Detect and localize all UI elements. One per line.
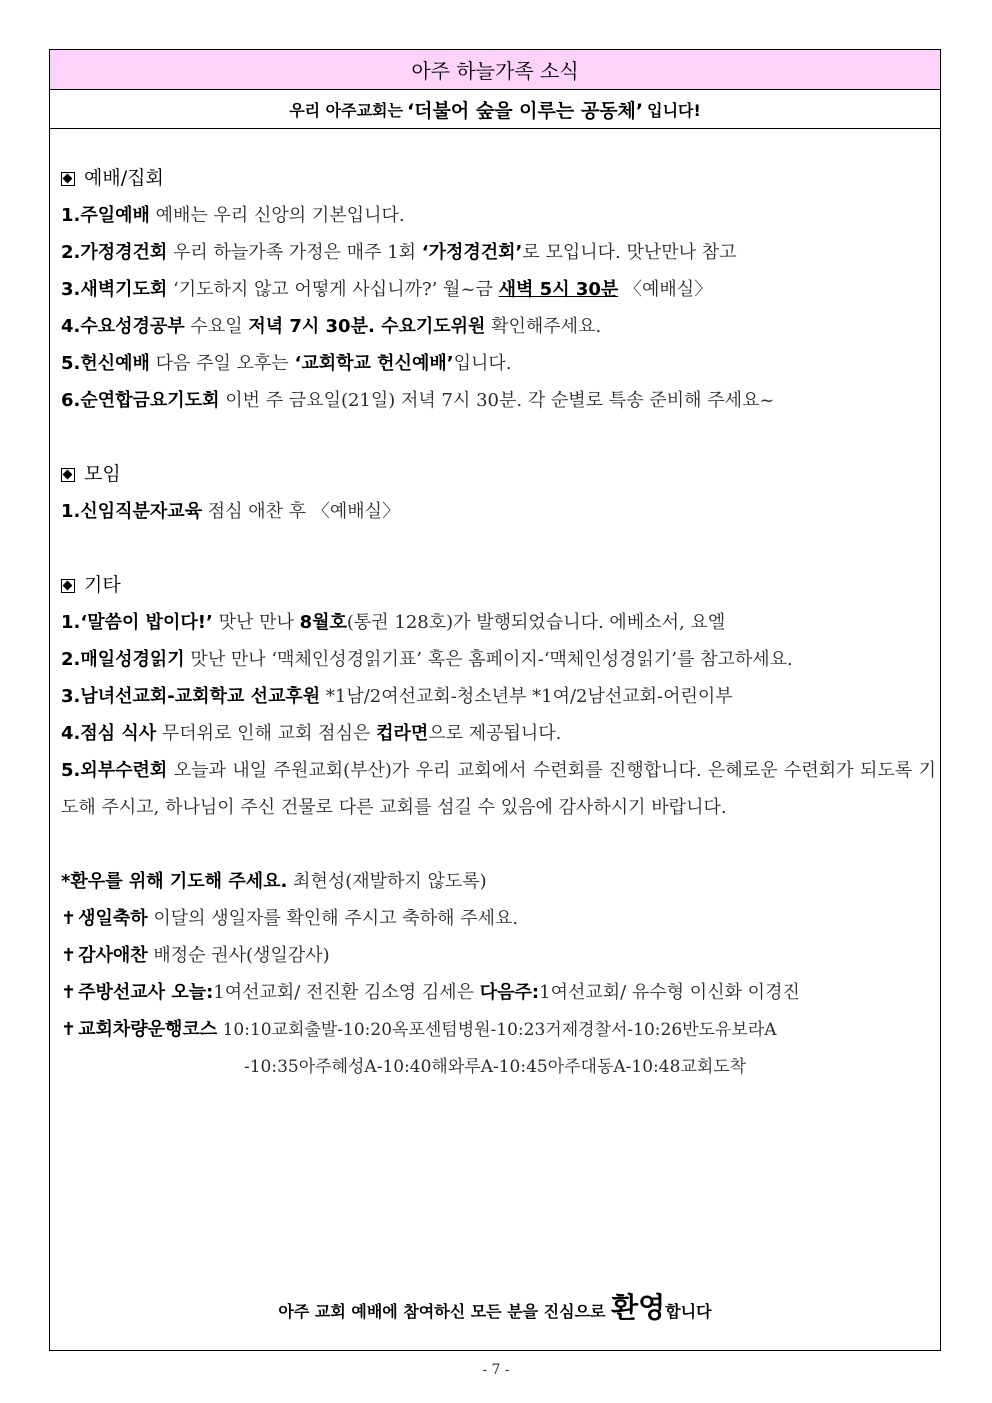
square-bullet-icon	[61, 579, 75, 593]
item-label: 생일축하	[78, 908, 148, 929]
item-emphasis: 8월호	[299, 612, 347, 633]
section-etc-heading	[61, 567, 938, 604]
item-emphasis: 컵라면	[376, 723, 429, 744]
worship-item-2	[61, 234, 938, 271]
slogan	[50, 90, 940, 129]
item-text: 이달의 생일자를 확인해 주시고 축하해 주세요.	[147, 908, 519, 929]
welcome-post: 합니다	[665, 1302, 712, 1321]
etc-item-2	[61, 641, 938, 678]
item-text: (통권 128호)가 발행되었습니다. 에베소서, 요엘	[346, 612, 726, 633]
item-text: 이번 주 금요일(21일) 저녁 7시 30분. 각 순별로 특송 준비해 주세요~	[219, 390, 775, 411]
section-worship-heading	[61, 160, 938, 197]
spacer	[61, 826, 938, 863]
item-emphasis: ‘가정경건회’	[421, 242, 523, 263]
spacer	[61, 419, 938, 456]
cross-icon: ✝	[61, 945, 77, 966]
etc-item-1	[61, 604, 938, 641]
item-label: 2.매일성경읽기	[61, 649, 185, 670]
item-label: 3.새벽기도회	[61, 279, 168, 300]
page-title: 아주 하늘가족 소식	[50, 50, 940, 90]
welcome-pre: 아주 교회 예배에 참여하신 모든 분을 진심으로	[278, 1302, 612, 1321]
item-emphasis: 오늘:	[165, 982, 214, 1003]
item-emphasis: 새벽 5시 30분	[498, 279, 619, 300]
notice-birthday	[61, 900, 938, 937]
cross-icon: ✝	[61, 1019, 77, 1040]
item-label: 3.남녀선교회-교회학교 선교후원	[61, 686, 321, 707]
slogan-emphasis: ‘더불어 숲을 이루는 공동체’	[406, 99, 644, 122]
square-bullet-icon	[61, 172, 75, 186]
notice-kitchen	[61, 974, 938, 1011]
item-label: 1.신임직분자교육	[61, 501, 203, 522]
item-label: 감사애찬	[78, 945, 148, 966]
notice-thanks	[61, 937, 938, 974]
item-text: 배정순 권사(생일감사)	[147, 945, 330, 966]
section-meeting-heading	[61, 456, 938, 493]
bus-route-line-1: 10:10교회출발-10:20옥포센텀병원-10:23거제경찰서-10:26반도유보라A	[217, 1020, 777, 1040]
item-text: 맛난 만나 ‘맥체인성경읽기표’ 혹은 홈페이지-‘맥체인성경읽기’를 참고하세요.	[184, 649, 793, 670]
item-emphasis: 저녁 7시 30분. 수요기도위원	[248, 316, 486, 337]
item-text: 수요일	[184, 316, 249, 337]
item-text: 로 모입니다. 맛난만나 참고	[522, 242, 737, 263]
item-emphasis: ‘교회학교 헌신예배’	[294, 353, 454, 374]
notice-prayer	[61, 863, 938, 900]
section-worship-title: 예배/집회	[84, 167, 164, 189]
square-bullet-icon	[61, 468, 75, 482]
item-text: 최현성(재발하지 않도록)	[287, 871, 487, 892]
meeting-item-1	[61, 493, 938, 530]
item-text: 1여선교회/ 전진환 김소영 김세은	[213, 982, 480, 1003]
item-text: 1여선교회/ 유수형 이신화 이경진	[539, 982, 800, 1003]
item-label: 2.가정경건회	[61, 242, 168, 263]
section-meeting-title: 모임	[84, 463, 121, 485]
item-label: 4.수요성경공부	[61, 316, 185, 337]
notice-bus-route	[61, 1011, 938, 1048]
item-text: 무더위로 인해 교회 점심은	[156, 723, 377, 744]
etc-item-4	[61, 715, 938, 752]
item-text: 으로 제공됩니다.	[428, 723, 562, 744]
item-label: 5.외부수련회	[61, 760, 168, 781]
item-label: 주방선교사	[78, 982, 166, 1003]
item-text: ‘기도하지 않고 어떻게 사십니까?’ 월~금	[167, 279, 499, 300]
item-label: 1.주일예배	[61, 205, 150, 226]
etc-item-3	[61, 678, 938, 715]
cross-icon: ✝	[61, 908, 77, 929]
item-text: 맛난 만나	[212, 612, 300, 633]
slogan-pre: 우리 아주교회는	[289, 100, 403, 120]
page-number: - 7 -	[482, 1362, 510, 1378]
item-label: 6.순연합금요기도회	[61, 390, 220, 411]
bulletin-frame	[49, 49, 941, 1351]
item-label: 교회차량운행코스	[78, 1019, 218, 1040]
item-text: 입니다.	[453, 353, 512, 374]
cross-icon: ✝	[61, 982, 77, 1003]
slogan-post: 입니다!	[647, 100, 701, 120]
notice-bus-route-cont	[61, 1048, 938, 1085]
worship-item-6	[61, 382, 938, 419]
bus-route-line-2: -10:35아주혜성A-10:40해와루A-10:45아주대동A-10:48교회도착	[244, 1057, 747, 1077]
item-text: 점심 애찬 후 〈예배실〉	[202, 501, 401, 522]
item-text: 예배는 우리 신앙의 기본입니다.	[149, 205, 405, 226]
item-label: 1.‘말씀이 밥이다!’	[61, 612, 213, 633]
welcome-message	[50, 1286, 940, 1326]
worship-item-3	[61, 271, 938, 308]
content	[61, 160, 938, 1085]
item-text: 확인해주세요.	[485, 316, 602, 337]
worship-item-1	[61, 197, 938, 234]
item-text: *1남/2여선교회-청소년부 *1여/2남선교회-어린이부	[320, 686, 733, 707]
worship-item-5	[61, 345, 938, 382]
item-text: 〈예배실〉	[618, 279, 713, 300]
spacer	[61, 530, 938, 567]
section-etc-title: 기타	[84, 574, 121, 596]
item-label: *환우를 위해 기도해 주세요.	[61, 871, 288, 892]
item-emphasis: 다음주:	[479, 982, 540, 1003]
welcome-emphasis: 환영	[611, 1291, 666, 1324]
item-label: 5.헌신예배	[61, 353, 150, 374]
item-label: 4.점심 식사	[61, 723, 157, 744]
item-text: 다음 주일 오후는	[149, 353, 295, 374]
worship-item-4	[61, 308, 938, 345]
etc-item-5	[61, 752, 938, 826]
item-text: 오늘과 내일 주원교회(부산)가 우리 교회에서 수련회를 진행합니다. 은혜로운 수련회가 되도록 기도해 주시고, 하나님이 주신 건물로 다른 교회를 섬길 수 있음에 감사하시기 바랍니다.	[61, 760, 936, 818]
item-text: 우리 하늘가족 가정은 매주 1회	[167, 242, 422, 263]
